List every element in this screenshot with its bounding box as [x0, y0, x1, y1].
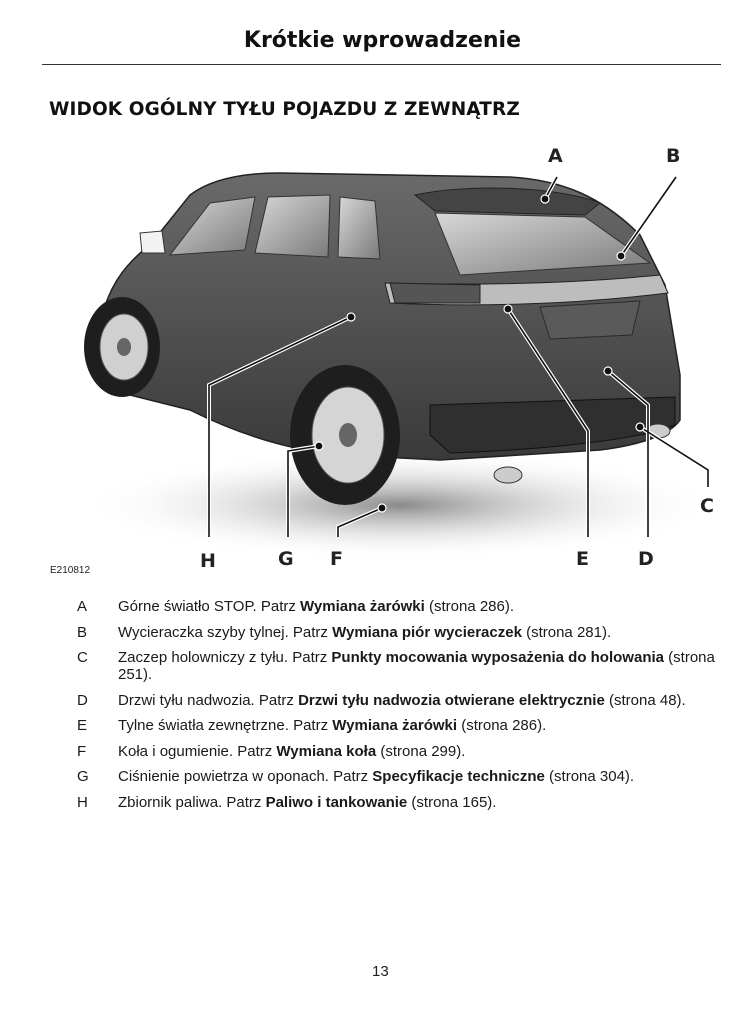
callout-c: C [691, 489, 723, 523]
legend-item [77, 598, 727, 615]
legend-reference: Wymiana żarówki [332, 717, 458, 734]
legend-key: A [77, 598, 88, 615]
tail-light-left [390, 283, 480, 303]
side-mirror [140, 231, 165, 253]
legend-page: (strona 165). [407, 793, 497, 811]
legend-text: Zaczep holowniczy z tyłu. Patrz [118, 649, 332, 666]
legend-text: Górne światło STOP. Patrz [118, 598, 301, 615]
legend-page: (strona 304). [544, 768, 635, 785]
callout-g: G [278, 548, 294, 570]
callout-b: B [666, 145, 681, 167]
legend-list [77, 598, 727, 819]
legend-text: Zbiornik paliwa. Patrz [118, 793, 266, 811]
legend-reference: Wymiana żarówki [300, 598, 425, 615]
legend-key: F [77, 742, 87, 760]
callout-f: F [330, 548, 343, 570]
legend-item [77, 743, 727, 760]
legend-page: (strona 48). [604, 691, 686, 709]
legend-page: (strona 286). [457, 717, 547, 734]
legend-page: (strona 286). [424, 598, 515, 615]
legend-key: H [77, 793, 88, 811]
callout-e: E [567, 542, 598, 576]
header-rule [42, 64, 721, 65]
legend-item [77, 768, 727, 785]
liftgate-panel [540, 301, 640, 339]
legend-reference: Punkty mocowania wyposażenia do holowania [331, 649, 664, 666]
legend-page: (strona 299). [376, 742, 466, 760]
legend-reference: Wymiana piór wycieraczek [332, 623, 522, 641]
legend-key: E [77, 717, 88, 734]
legend-text: Koła i ogumienie. Patrz [118, 742, 277, 760]
legend-item [77, 717, 727, 734]
page-title: Krótkie wprowadzenie [243, 28, 521, 53]
suv-rear-drawing [40, 135, 730, 580]
front-wheel [84, 297, 160, 397]
rear-wheel [290, 365, 400, 505]
legend-key: G [77, 768, 89, 785]
legend-key: B [77, 623, 88, 641]
exhaust-left [494, 467, 522, 483]
legend-text: Tylne światła zewnętrzne. Patrz [118, 717, 333, 734]
legend-text: Wycieraczka szyby tylnej. Patrz [118, 623, 333, 641]
legend-reference: Specyfikacje techniczne [372, 768, 545, 785]
legend-reference: Paliwo i tankowanie [265, 793, 408, 811]
section-title: WIDOK OGÓLNY TYŁU POJAZDU Z ZEWNĄTRZ [49, 99, 520, 120]
callout-h: H [200, 550, 216, 572]
legend-reference: Wymiana koła [276, 742, 377, 760]
quarter-window [338, 197, 380, 259]
vehicle-rear-illustration [40, 135, 730, 580]
legend-page: (strona 281). [521, 623, 612, 641]
legend-page: (strona 251). [118, 649, 715, 683]
legend-item [77, 692, 727, 709]
legend-item [77, 794, 727, 811]
legend-key: C [77, 649, 88, 666]
legend-text: Ciśnienie powietrza w oponach. Patrz [118, 768, 373, 785]
legend-item [77, 624, 727, 641]
legend-text: Drzwi tyłu nadwozia. Patrz [118, 691, 299, 709]
page-header [0, 0, 733, 66]
legend-key: D [77, 691, 88, 709]
side-window-rear [255, 195, 330, 257]
callout-a: A [548, 145, 563, 167]
ground-shadow [80, 450, 720, 560]
figure-id: E210812 [50, 565, 91, 576]
legend-item [77, 649, 727, 683]
page-number: 13 [372, 963, 389, 980]
callout-d: D [638, 548, 654, 570]
legend-reference: Drzwi tyłu nadwozia otwierane elektrycznie [298, 691, 605, 709]
